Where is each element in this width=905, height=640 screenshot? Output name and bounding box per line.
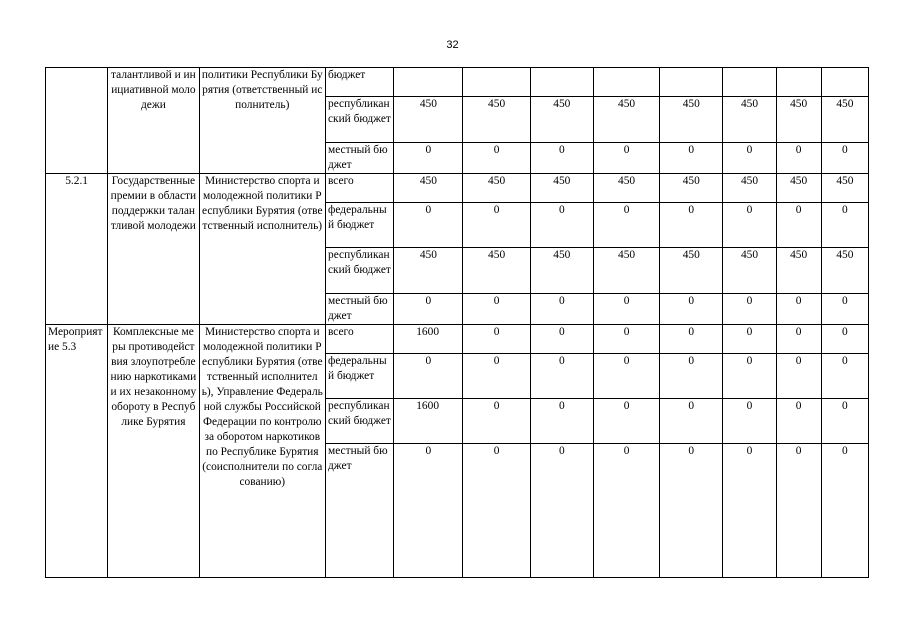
value-cell: 0 [723, 203, 776, 248]
value-cell: 0 [394, 294, 463, 325]
executor: Министерство спорта и молодежной политики Республики Бурятия (ответственный исполнитель) [199, 174, 325, 325]
value-cell: 0 [530, 325, 593, 354]
value-cell [530, 68, 593, 97]
value-cell: 0 [660, 203, 723, 248]
value-cell: 0 [463, 143, 530, 174]
value-cell: 0 [394, 444, 463, 578]
value-cell: 450 [660, 248, 723, 294]
budget-source: местный бюджет [326, 143, 394, 174]
value-cell: 1600 [394, 399, 463, 444]
value-cell: 450 [723, 97, 776, 143]
value-cell: 450 [394, 97, 463, 143]
value-cell [463, 68, 530, 97]
value-cell: 0 [394, 354, 463, 399]
value-cell: 0 [463, 325, 530, 354]
activity-name: Комплексные меры противодействия злоупотреблению наркотиками и их незаконному обороту в Республике Бурятия [108, 325, 199, 578]
value-cell: 0 [463, 203, 530, 248]
value-cell: 450 [394, 174, 463, 203]
value-cell: 450 [776, 248, 821, 294]
value-cell: 0 [394, 143, 463, 174]
value-cell: 0 [723, 354, 776, 399]
value-cell: 0 [530, 203, 593, 248]
value-cell [593, 68, 659, 97]
value-cell: 0 [660, 399, 723, 444]
value-cell: 0 [660, 294, 723, 325]
row-code: Мероприятие 5.3 [46, 325, 108, 578]
value-cell: 0 [723, 325, 776, 354]
value-cell: 0 [463, 294, 530, 325]
value-cell: 0 [723, 444, 776, 578]
value-cell: 0 [821, 203, 868, 248]
value-cell: 0 [593, 143, 659, 174]
value-cell: 0 [776, 143, 821, 174]
table-body [46, 68, 869, 578]
value-cell: 0 [776, 203, 821, 248]
budget-source: федеральный бюджет [326, 354, 394, 399]
activity-name: Государственные премии в области поддержки талантливой молодежи [108, 174, 199, 325]
value-cell: 0 [463, 444, 530, 578]
value-cell: 0 [776, 325, 821, 354]
value-cell: 1600 [394, 325, 463, 354]
value-cell [660, 68, 723, 97]
value-cell: 0 [463, 399, 530, 444]
value-cell: 0 [660, 354, 723, 399]
value-cell: 0 [821, 143, 868, 174]
value-cell: 0 [723, 143, 776, 174]
value-cell: 0 [660, 325, 723, 354]
value-cell: 450 [530, 248, 593, 294]
value-cell: 0 [776, 354, 821, 399]
value-cell: 0 [394, 203, 463, 248]
activity-name: талантливой и инициативной молодежи [108, 68, 199, 174]
table-row [46, 174, 869, 203]
value-cell: 450 [660, 97, 723, 143]
value-cell: 450 [723, 248, 776, 294]
value-cell: 450 [593, 97, 659, 143]
value-cell: 0 [593, 444, 659, 578]
value-cell: 0 [530, 294, 593, 325]
budget-source: республиканский бюджет [326, 97, 394, 143]
value-cell: 0 [593, 203, 659, 248]
value-cell [776, 68, 821, 97]
value-cell: 0 [821, 294, 868, 325]
budget-source: всего [326, 174, 394, 203]
value-cell: 450 [463, 174, 530, 203]
row-code [46, 68, 108, 174]
value-cell: 0 [660, 143, 723, 174]
value-cell: 0 [530, 399, 593, 444]
value-cell [821, 68, 868, 97]
value-cell: 0 [723, 294, 776, 325]
value-cell: 0 [723, 399, 776, 444]
value-cell: 450 [394, 248, 463, 294]
value-cell: 450 [723, 174, 776, 203]
executor: политики Республики Бурятия (ответственный исполнитель) [199, 68, 325, 174]
value-cell: 0 [776, 399, 821, 444]
row-code: 5.2.1 [46, 174, 108, 325]
budget-source: федеральный бюджет [326, 203, 394, 248]
value-cell: 450 [593, 174, 659, 203]
value-cell: 450 [593, 248, 659, 294]
budget-source: республиканский бюджет [326, 248, 394, 294]
value-cell: 450 [530, 97, 593, 143]
budget-source: республиканский бюджет [326, 399, 394, 444]
value-cell: 0 [776, 444, 821, 578]
value-cell: 0 [776, 294, 821, 325]
value-cell: 450 [660, 174, 723, 203]
value-cell: 450 [530, 174, 593, 203]
budget-table [45, 67, 869, 578]
value-cell: 0 [821, 399, 868, 444]
budget-source: бюджет [326, 68, 394, 97]
table-row [46, 68, 869, 97]
value-cell [723, 68, 776, 97]
value-cell: 0 [593, 325, 659, 354]
value-cell: 450 [821, 97, 868, 143]
value-cell: 0 [593, 399, 659, 444]
value-cell: 0 [821, 444, 868, 578]
budget-source: местный бюджет [326, 444, 394, 578]
value-cell: 450 [463, 97, 530, 143]
value-cell: 450 [776, 97, 821, 143]
value-cell: 0 [530, 444, 593, 578]
value-cell: 450 [776, 174, 821, 203]
value-cell: 0 [463, 354, 530, 399]
value-cell: 0 [530, 143, 593, 174]
value-cell: 0 [821, 325, 868, 354]
value-cell: 450 [463, 248, 530, 294]
value-cell: 450 [821, 248, 868, 294]
value-cell: 0 [593, 354, 659, 399]
budget-source: всего [326, 325, 394, 354]
value-cell: 0 [530, 354, 593, 399]
value-cell: 0 [821, 354, 868, 399]
page-number: 32 [446, 39, 459, 51]
value-cell [394, 68, 463, 97]
budget-source: местный бюджет [326, 294, 394, 325]
value-cell: 0 [660, 444, 723, 578]
executor: Министерство спорта и молодежной политики Республики Бурятия (ответственный исполнитель), Управление Федеральной службы Российской Федерации по контролю за оборотом наркотиков по Республике Бурятия (соисполнители по согласованию) [199, 325, 325, 578]
table-row [46, 325, 869, 354]
value-cell: 450 [821, 174, 868, 203]
value-cell: 0 [593, 294, 659, 325]
